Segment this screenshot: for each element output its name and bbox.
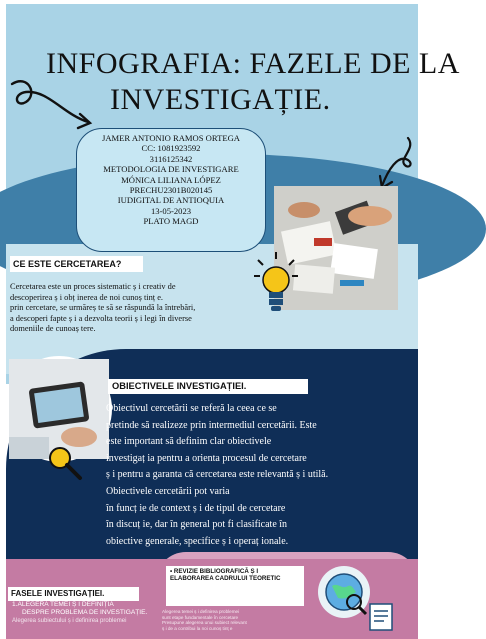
research-definition-text — [10, 282, 260, 335]
step-title: 1.ALEGERA TEMEI Ș I DEFINIȚIA — [12, 601, 114, 608]
text-line: ș i pentru a garanta că cercetarea este relevantă ș i utilă. — [106, 469, 329, 481]
text-line: Obiectivul cercetării se referă la ceea ce se — [106, 403, 277, 414]
info-line: METODOLOGIA DE INVESTIGARE — [103, 164, 239, 175]
info-line: PLATO MAGD — [143, 216, 199, 227]
infographic-page — [6, 4, 460, 632]
section-heading-objectives: OBIECTIVELE INVESTIGAȚIEI. — [108, 379, 308, 394]
info-line: 3116125342 — [149, 153, 193, 164]
text-line: domeniile de cunoaș tere. — [10, 324, 96, 334]
info-line: 13-05-2023 — [150, 205, 192, 216]
step-title: DESPRE PROBLEMA DE INVESTIGAȚIE. — [22, 609, 148, 616]
text-line: a descoperi fapte ș i a dezvolta teorii ș i legi în diverse — [10, 313, 192, 323]
step-description: Alegerea subiectului ș i definirea problemei — [12, 618, 127, 624]
literature-review-box: • REVIZIE BIBLIOGRAFICĂ Ș I ELABORAREA CADRULUI TEORETIC — [166, 566, 304, 606]
phase-step-1 — [12, 601, 162, 625]
text-line: ș i de a contribui la noi cunoș tinț e — [162, 625, 233, 631]
title-line-2: INVESTIGAȚIE. — [110, 83, 331, 116]
swirl-arrow-icon — [378, 134, 418, 194]
info-line: JAMER ANTONIO RAMOS ORTEGA — [101, 133, 241, 143]
light-bulb-icon — [254, 252, 298, 318]
document-icon — [366, 602, 396, 632]
text-line: în funcț ie de context ș i de tipul de cercetare — [106, 502, 286, 514]
text-line: descoperirea ș i obț inerea de noi cunoș tinț e. — [10, 292, 164, 302]
info-line: MÓNICA LILIANA LÓPEZ — [121, 174, 221, 185]
section-heading-phases: FASELE INVESTIGAȚIEI. — [8, 587, 139, 601]
title-line-1: INFOGRAFIA: FAZELE DE LA — [46, 47, 460, 80]
text-line: Cercetarea este un proces sistematic ș i creativ de — [10, 282, 176, 291]
text-line: Obiectivele cercetării pot varia — [106, 485, 230, 497]
text-line: sunt etape fundamentale în cercetare — [162, 614, 239, 620]
text-line: obiective generale, specifice ș i operaț ionale. — [106, 535, 289, 547]
page-title — [46, 46, 486, 118]
magnifier-icon — [46, 444, 86, 484]
info-line: IUDIGITAL DE ANTIOQUIA — [117, 195, 225, 206]
text-line: Presupune alegerea unui subiect relevant — [162, 620, 247, 626]
globe-research-icon — [318, 566, 370, 618]
text-line: Alegerea temei ș i definirea problemei — [162, 609, 240, 614]
author-info-box — [76, 128, 266, 252]
text-line: investigaț ia pentru a orienta procesul de cercetare — [106, 452, 307, 464]
info-line: PRECHU2301B020145 — [129, 185, 213, 196]
objectives-text — [106, 401, 342, 550]
section-heading-research: CE ESTE CERCETAREA? — [10, 256, 143, 272]
text-line: în discuț ie, dar în general pot fi clasificate în — [106, 519, 288, 531]
info-line: CC: 1081923592 — [141, 143, 201, 154]
text-line: pretinde să realizeze prin intermediul cercetării. Este — [106, 419, 317, 431]
text-line: prin cercetare, se urmăreș te să se răspundă la întrebări, — [10, 303, 196, 313]
phase-small-text — [162, 609, 312, 631]
text-line: este important să definim clar obiectivele — [106, 436, 272, 448]
